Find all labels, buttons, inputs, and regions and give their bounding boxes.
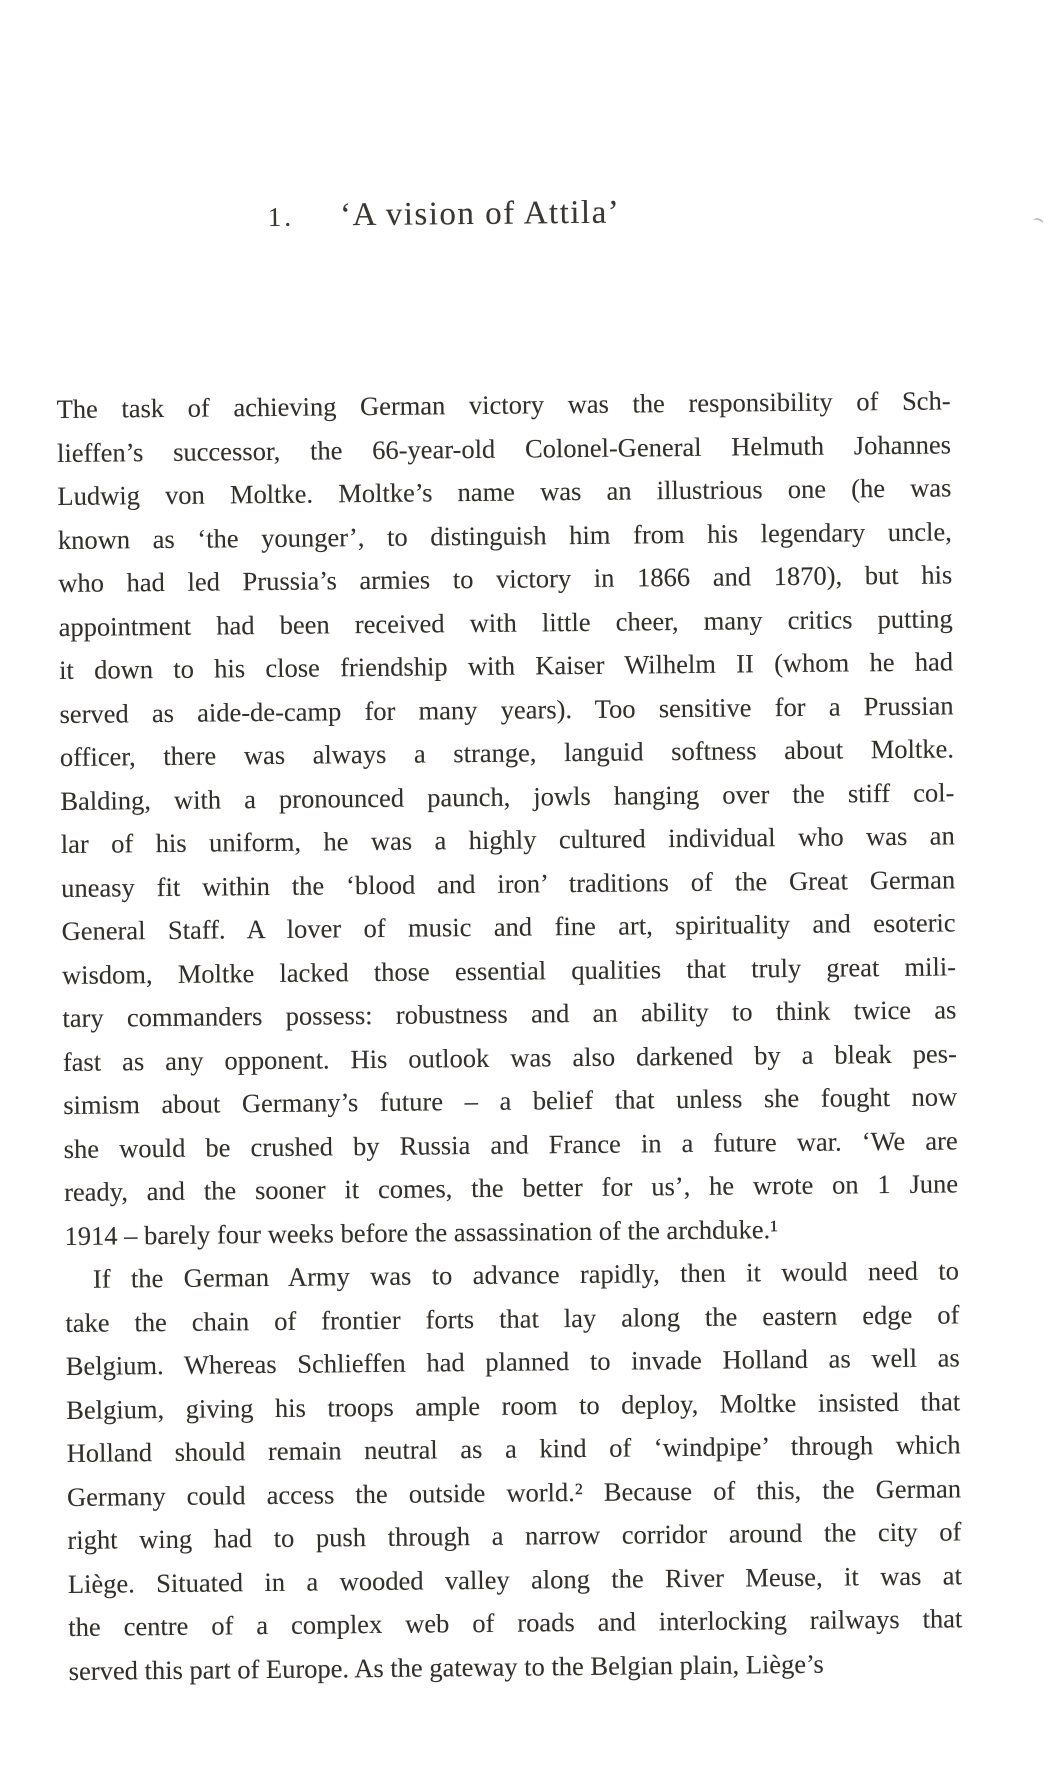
text-line: ready, and the sooner it comes, the better for us’, he wrote on 1 June xyxy=(63,1168,959,1207)
text-line: lieffen’s successor, the 66-year-old Colonel-General Helmuth Johannes xyxy=(56,428,952,468)
text-line: known as ‘the younger’, to distinguish him from his legendary uncle, xyxy=(57,515,952,555)
text-line: served this part of Europe. As the gateway to the Belgian plain, Liège’s xyxy=(68,1648,824,1686)
paragraph xyxy=(65,1249,963,1693)
text-line: served as aide-de-camp for many years). Too sensitive for a Prussian xyxy=(59,689,954,729)
text-line: Holland should remain neutral as a kind of ‘windpipe’ through which xyxy=(66,1429,961,1468)
text-line: Belgium, giving his troops ample room to deploy, Moltke insisted that xyxy=(66,1385,961,1425)
chapter-number: 1. xyxy=(267,201,295,232)
text-line: uneasy fit within the ‘blood and iron’ traditions of the Great German xyxy=(61,863,956,903)
text-line: tary commanders possess: robustness and an ability to think twice as xyxy=(62,994,957,1033)
paragraph xyxy=(56,379,958,1258)
text-line: If the German Army was to advance rapidly, then it would need to xyxy=(92,1255,960,1294)
text-line: General Staff. A lover of music and fine art, spirituality and esoteric xyxy=(61,907,956,946)
text-line: Liège. Situated in a wooded valley along the River Meuse, it was at xyxy=(67,1559,962,1599)
text-line: who had led Prussia’s armies to victory in 1866 and 1870), but his xyxy=(58,559,953,598)
body-text xyxy=(56,379,962,1693)
scan-artifact-mark xyxy=(1031,216,1045,228)
text-line: fast as any opponent. His outlook was also darkened by a bleak pes- xyxy=(62,1037,957,1077)
text-line: it down to his close friendship with Kaiser Wilhelm II (whom he had xyxy=(58,646,954,685)
text-line: take the chain of frontier forts that lay along the eastern edge of xyxy=(65,1298,960,1338)
page-content xyxy=(53,0,964,1772)
text-line: wisdom, Moltke lacked those essential qualities that truly great mili- xyxy=(61,950,957,990)
text-line: The task of achieving German victory was the responsibility of Sch- xyxy=(56,385,951,425)
text-line: 1914 – barely four weeks before the assassination of the archduke.¹ xyxy=(64,1213,779,1251)
text-line: Balding, with a pronounced paunch, jowls hanging over the stiff col- xyxy=(60,776,955,816)
text-line: officer, there was always a strange, languid softness about Moltke. xyxy=(59,733,955,772)
text-line: right wing had to push through a narrow corridor around the city of xyxy=(67,1516,962,1555)
chapter-title: ‘A vision of Attila’ xyxy=(339,194,621,234)
text-line: simism about Germany’s future – a belief that unless she fought now xyxy=(63,1081,958,1120)
chapter-heading xyxy=(268,195,621,235)
text-line: Ludwig von Moltke. Moltke’s name was an illustrious one (he was xyxy=(57,472,952,511)
text-line: she would be crushed by Russia and France in a future war. ‘We are xyxy=(63,1124,958,1164)
text-line: lar of his uniform, he was a highly cultured individual who was an xyxy=(60,820,955,859)
text-line: appointment had been received with little cheer, many critics putting xyxy=(58,602,953,642)
text-line: Belgium. Whereas Schlieffen had planned to invade Holland as well as xyxy=(65,1342,960,1381)
text-line: Germany could access the outside world.² Because of this, the German xyxy=(66,1472,962,1512)
text-line: the centre of a complex web of roads and interlocking railways that xyxy=(68,1603,963,1642)
